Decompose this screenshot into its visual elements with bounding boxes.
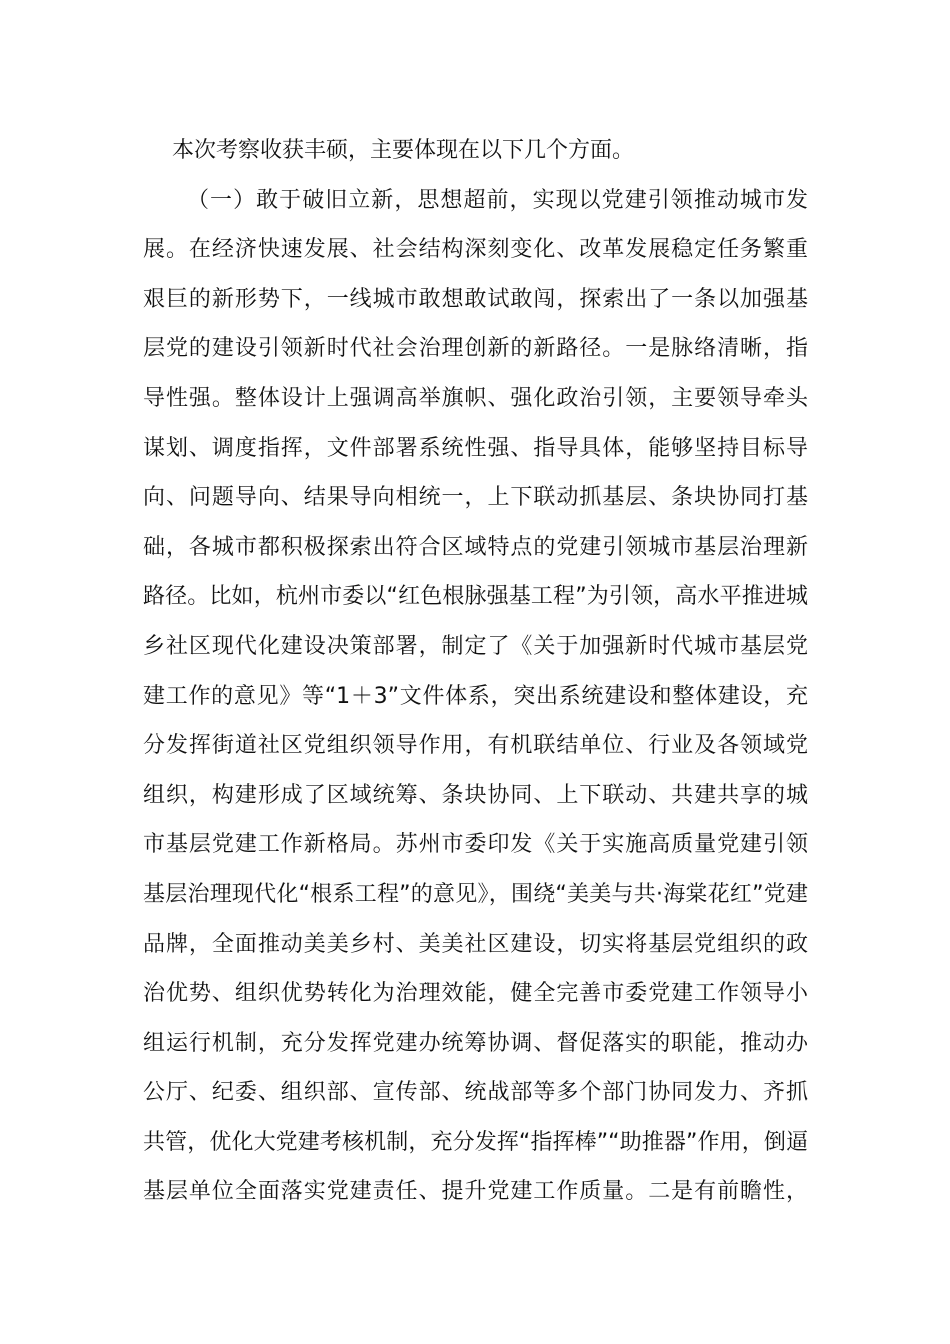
paragraph-line: 向、问题导向、结果导向相统一，上下联动抓基层、条块协同打基: [143, 485, 808, 511]
paragraph-line: 展。在经济快速发展、社会结构深刻变化、改革发展稳定任务繁重: [143, 237, 808, 263]
paragraph-line: 公厅、纪委、组织部、宣传部、统战部等多个部门协同发力、齐抓: [143, 1080, 808, 1106]
paragraph-line: 分发挥街道社区党组织领导作用，有机联结单位、行业及各领域党: [143, 733, 808, 759]
paragraph-line: 市基层党建工作新格局。苏州市委印发《关于实施高质量党建引领: [143, 832, 808, 858]
paragraph-line: （一）敢于破旧立新，思想超前，实现以党建引领推动城市发: [187, 187, 808, 213]
intro-paragraph: 本次考察收获丰硕，主要体现在以下几个方面。: [172, 138, 635, 163]
paragraph-line: 组运行机制，充分发挥党建办统筹协调、督促落实的职能，推动办: [143, 1030, 808, 1056]
paragraph-line: 艰巨的新形势下，一线城市敢想敢试敢闯，探索出了一条以加强基: [143, 286, 808, 312]
paragraph-line: 组织，构建形成了区域统筹、条块协同、上下联动、共建共享的城: [143, 782, 808, 808]
paragraph-line: 治优势、组织优势转化为治理效能，健全完善市委党建工作领导小: [143, 981, 808, 1007]
document-body: [143, 126, 808, 1217]
paragraph-line: 层党的建设引领新时代社会治理创新的新路径。一是脉络清晰，指: [143, 336, 808, 362]
paragraph-line: 品牌，全面推动美美乡村、美美社区建设，切实将基层党组织的政: [143, 931, 808, 957]
paragraph-line: 乡社区现代化建设决策部署，制定了《关于加强新时代城市基层党: [143, 633, 808, 659]
paragraph-line: 共管，优化大党建考核机制，充分发挥“指挥棒”“助推器”作用，倒逼: [143, 1129, 808, 1155]
paragraph-line: 基层治理现代化“根系工程”的意见》，围绕“美美与共·海棠花红”党建: [143, 881, 808, 907]
paragraph-line: 谋划、调度指挥，文件部署系统性强、指导具体，能够坚持目标导: [143, 435, 808, 461]
paragraph-line: 导性强。整体设计上强调高举旗帜、强化政治引领，主要领导牵头: [143, 385, 808, 411]
paragraph-line: 路径。比如，杭州市委以“红色根脉强基工程”为引领，高水平推进城: [143, 584, 808, 610]
paragraph-line: 建工作的意见》等“1＋3”文件体系，突出系统建设和整体建设，充: [143, 683, 808, 709]
paragraph-line: 基层单位全面落实党建责任、提升党建工作质量。二是有前瞻性，: [143, 1179, 808, 1205]
paragraph-line: 础，各城市都积极探索出符合区域特点的党建引领城市基层治理新: [143, 534, 808, 560]
